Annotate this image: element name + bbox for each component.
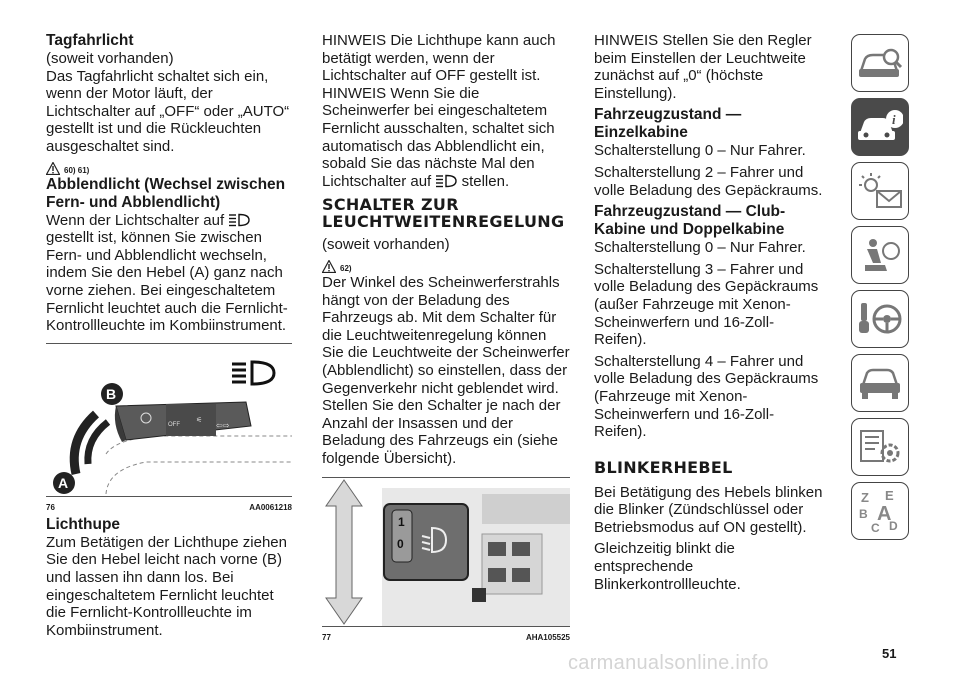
svg-text:E: E [885,488,894,503]
svg-text:B: B [106,385,117,402]
tab-maintenance[interactable] [851,418,909,476]
note-lichthupe: HINWEIS Die Lichthupe kann auch betätigt werden, wenn der Lichtschalter auf OFF gestellt ist. [322,32,556,85]
headlight-symbol-icon [435,174,457,188]
tab-car-info[interactable] [851,98,909,156]
high-beam-symbol-icon [232,362,274,384]
heading-abblendlicht: Abblendlicht (Wechsel zwischen Fern- und Abblendlicht) [46,175,286,211]
tab-warning-lights[interactable] [851,162,909,220]
svg-text:Z: Z [861,490,869,505]
heading-tagfahrlicht: Tagfahrlicht [46,32,134,49]
svg-text:D: D [889,519,898,533]
tab-safety[interactable] [851,226,909,284]
figure-code: AA0061218 [249,502,292,512]
column-right [594,32,824,593]
column-middle [322,32,570,643]
airbag-seat-icon [857,235,903,275]
warning-refs: 62) [340,263,352,273]
svg-text:A: A [877,503,892,525]
figure-number: 77 [322,633,331,643]
paragraph-blinker-1: Bei Betätigung des Hebels blinken die Blinker (Zündschlüssel oder Betriebsmodus auf ON gestellt). [594,483,823,536]
warning-lights-envelope-icon [857,171,903,211]
paragraph-leuchtweite: Der Winkel des Scheinwerferstrahls hängt von der Beladung des Fahrzeugs ab. Mit dem Schalter für die Leuchtweitenregelung können Sie die Leuchtweite der Scheinwerfer (Abblendlicht) so einstellen, dass der Gegenverkehr nicht geblendet wird. Stellen Sie den Schalter je nach der Anzahl der Insassen und der Beladung des Fahrzeugs ein (siehe folgende Übersicht). [322,273,570,467]
warning-reference [46,157,292,175]
index-letters-icon [857,488,903,534]
heading-clubkabine: Fahrzeugzustand — Club-Kabine und Doppelkabine [594,203,786,239]
heading-lichthupe: Lichthupe [46,515,121,533]
paragraph-tagfahrlicht: Das Tagfahrlicht schaltet sich ein, wenn der Motor läuft, der Lichtschalter auf „OFF“ oder „AUTO“ gestellt ist und die Rückleuchten ausgeschaltet sind. [46,67,290,155]
key-steering-wheel-icon [857,299,903,339]
paragraph-club-4: Schalterstellung 4 – Fahrer und volle Beladung des Gepäckraums (Fahrzeuge mit Xenon-Scheinwerfern und 16-Zoll-Reifen). [594,352,819,441]
up-down-arrow-icon [326,480,362,624]
subheading-leuchtweite: (soweit vorhanden) [322,236,450,254]
paragraph-lichthupe: Zum Betätigen der Lichthupe ziehen Sie den Hebel leicht nach vorne (B) und lassen ihn dann los. Bei eingeschaltetem Fernlicht leuchtet die Fernlicht-Kontrollleuchte im Kombiinstrument. [46,533,287,639]
car-front-icon [857,363,903,403]
paragraph-club-0: Schalterstellung 0 – Nur Fahrer. [594,239,806,257]
chapter-sidebar [851,34,911,546]
warning-triangle-icon [322,260,336,273]
figure-76-caption [46,497,292,510]
heading-einzelkabine: Fahrzeugzustand — Einzelkabine [594,106,742,142]
figure-77-leveling-switch [322,477,570,627]
leveling-switch-illustration [322,478,570,626]
svg-text:OFF: OFF [168,421,180,428]
paragraph-einzel-2: Schalterstellung 2 – Fahrer und volle Beladung des Gepäckraums. [594,163,823,199]
tools-settings-icon [857,427,903,467]
svg-text:i: i [892,112,896,127]
paragraph-abblendlicht: Wenn der Lichtschalter auf gestellt ist, können Sie zwischen Fern- und Abblendlicht wechseln, indem Sie den Hebel (A) ganz nach vorne ziehen. Bei eingeschaltetem Fernlicht leuchtet auch die Fernlicht-Kontrollleuchte im Kombiinstrument. [46,211,288,335]
paragraph-club-3: Schalterstellung 3 – Fahrer und volle Beladung des Gepäckraums (außer Fahrzeuge mit Xenon-Scheinwerfern und 16-Zoll-Reifen). [594,260,819,349]
svg-text:0: 0 [397,537,404,552]
car-info-icon [857,107,903,147]
tab-index[interactable] [851,482,909,540]
car-magnifier-icon [857,43,903,83]
svg-text:1: 1 [398,515,405,530]
svg-text:A: A [58,474,69,491]
svg-text:C: C [871,521,880,534]
warning-reference [322,255,570,273]
watermark: carmanualsonline.info [568,652,769,674]
column-left [46,32,292,639]
page-number: 51 [882,646,897,661]
figure-77-caption [322,627,570,643]
tab-car-front[interactable] [851,354,909,412]
heading-blinkerhebel: BLINKERHEBEL [594,457,733,477]
paragraph-blinker-2: Gleichzeitig blinkt die entsprechende Blinkerkontrollleuchte. [594,540,741,593]
stalk-illustration [46,344,292,496]
paragraph-einzel-0: Schalterstellung 0 – Nur Fahrer. [594,142,806,160]
figure-76-stalk [46,343,292,497]
svg-text:⚟: ⚟ [196,416,203,424]
subheading-tagfahrlicht: (soweit vorhanden) [46,50,174,67]
svg-text:B: B [859,507,868,521]
note-regler: HINWEIS Stellen Sie den Regler beim Einstellen der Leuchtweite zunächst auf „0“ (höchste Einstellung). [594,32,812,102]
tab-car-magnifier[interactable] [851,34,909,92]
heading-leuchtweite: SCHALTER ZUR LEUCHTWEITENREGELUNG [322,195,565,232]
note-scheinwerfer: HINWEIS Wenn Sie die Scheinwerfer bei eingeschaltetem Fernlicht ausschalten, schaltet sich automatisch das Abblendlicht ein, sobald Sie das nächste Mal den Lichtschalter auf stellen. [322,84,555,190]
warning-refs: 60) 61) [64,165,90,175]
tab-start-driving[interactable] [851,290,909,348]
figure-number: 76 [46,502,55,512]
warning-triangle-icon [46,162,60,175]
figure-code: AHA105525 [525,633,570,643]
headlight-symbol-icon [228,213,250,227]
svg-text:⇦⇨: ⇦⇨ [216,420,230,430]
